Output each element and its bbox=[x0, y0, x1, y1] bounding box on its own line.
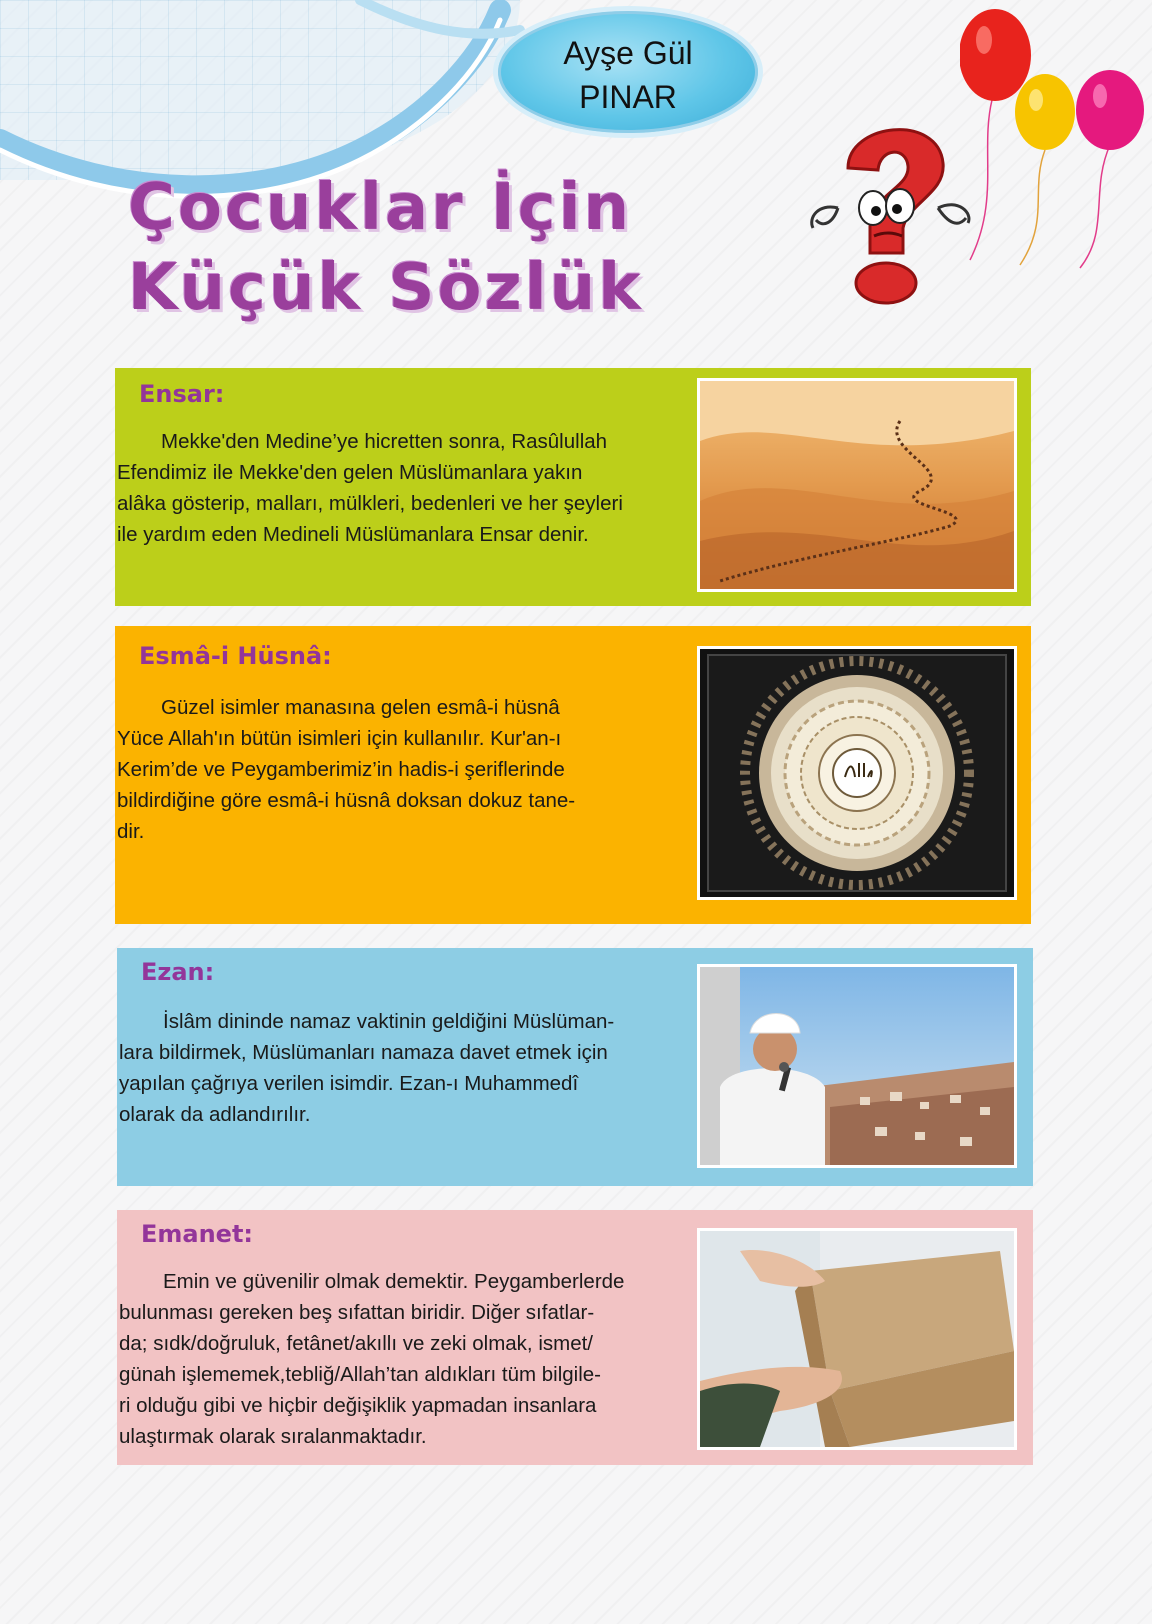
definition-line: ulaştırmak olarak sıralanmaktadır. bbox=[119, 1425, 427, 1448]
entry-definition-emanet bbox=[119, 1266, 681, 1452]
definition-line: bildirdiğine göre esmâ-i hüsnâ doksan dokuz tane- bbox=[117, 789, 576, 812]
definition-line: ri olduğu gibi ve hiçbir değişiklik yapmadan insanlara bbox=[119, 1394, 597, 1417]
definition-line: Efendimiz ile Mekke'den gelen Müslümanlara yakın bbox=[117, 461, 583, 484]
definition-line: da; sıdk/doğruluk, fetânet/akıllı ve zeki olmak, ismet/ bbox=[119, 1332, 593, 1355]
entry-definition-esma-i-husna bbox=[117, 692, 679, 847]
title-line-2: Küçük Sözlük bbox=[128, 251, 644, 325]
entry-card-esma-i-husna bbox=[115, 626, 1031, 924]
author-first-name: Ayşe Gül bbox=[563, 35, 693, 71]
definition-line: alâka gösterip, malları, mülkleri, bedenleri ve her şeyleri bbox=[117, 492, 623, 515]
entry-card-ensar bbox=[115, 368, 1031, 606]
entry-card-emanet bbox=[117, 1210, 1033, 1465]
entry-term-ensar: Ensar: bbox=[139, 380, 225, 408]
author-bubble bbox=[493, 6, 763, 138]
entry-definition-ensar bbox=[117, 426, 679, 550]
entry-term-ezan: Ezan: bbox=[141, 958, 215, 986]
question-mark-mascot-icon bbox=[808, 108, 983, 308]
definition-line: olarak da adlandırılır. bbox=[119, 1103, 311, 1126]
entry-term-esma-i-husna: Esmâ-i Hüsnâ: bbox=[139, 642, 332, 670]
definition-line: İslâm dininde namaz vaktinin geldiğini Müslüman- bbox=[163, 1010, 615, 1033]
balloons-decoration bbox=[960, 0, 1152, 270]
entry-card-ezan bbox=[117, 948, 1033, 1186]
definition-line: Güzel isimler manasına gelen esmâ-i hüsnâ bbox=[161, 696, 560, 719]
title-line-1: Çocuklar İçin bbox=[128, 171, 633, 245]
desert-caravan-image bbox=[697, 378, 1017, 592]
definition-line: ile yardım eden Medineli Müslümanlara Ensar denir. bbox=[117, 523, 589, 546]
definition-line: bulunması gereken beş sıfattan biridir. Diğer sıfatlar- bbox=[119, 1301, 595, 1324]
definition-line: lara bildirmek, Müslümanları namaza davet etmek için bbox=[119, 1041, 608, 1064]
definition-line: Yüce Allah'ın bütün isimleri için kullanılır. Kur'an-ı bbox=[117, 727, 562, 750]
definition-line: Mekke'den Medine’ye hicretten sonra, Rasûlullah bbox=[161, 430, 608, 453]
author-last-name: PINAR bbox=[579, 79, 677, 115]
entry-definition-ezan bbox=[119, 1006, 681, 1130]
definition-line: Kerim’de ve Peygamberimiz’in hadis-i şeriflerinde bbox=[117, 758, 565, 781]
entry-term-emanet: Emanet: bbox=[141, 1220, 254, 1248]
page-title bbox=[128, 168, 768, 328]
definition-line: dir. bbox=[117, 820, 145, 843]
definition-line: günah işlememek,tebliğ/Allah’tan aldıkları tüm bilgile- bbox=[119, 1363, 601, 1386]
hands-package-image bbox=[697, 1228, 1017, 1450]
muezzin-city-image bbox=[697, 964, 1017, 1168]
definition-line: yapılan çağrıya verilen isimdir. Ezan-ı Muhammedî bbox=[119, 1072, 579, 1095]
calligraphy-mandala-image bbox=[697, 646, 1017, 900]
definition-line: Emin ve güvenilir olmak demektir. Peygamberlerde bbox=[163, 1270, 625, 1293]
